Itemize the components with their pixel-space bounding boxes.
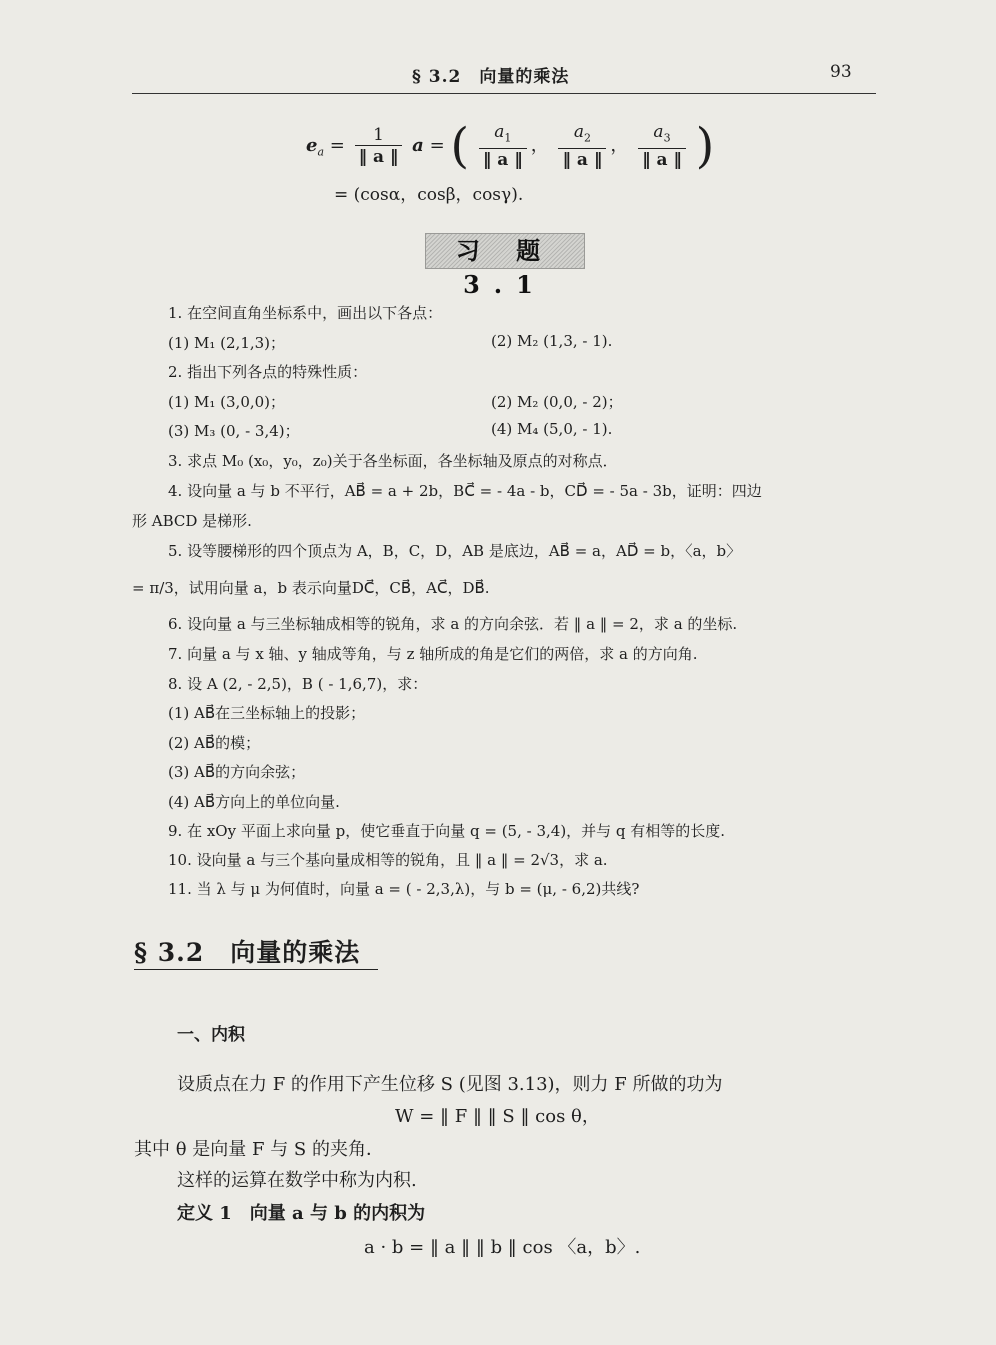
exercise-9: 9. 在 xOy 平面上求向量 p，使它垂直于向量 q = (5, - 3,4)，并与 q 有相等的长度. — [168, 822, 726, 840]
equation-inner-product: a · b = ‖ a ‖ ‖ b ‖ cos 〈a，b〉. — [364, 1237, 641, 1258]
equation-work: W = ‖ F ‖ ‖ S ‖ cos θ， — [395, 1106, 600, 1127]
definition-1: 定义 1 向量 a 与 b 的内积为 — [177, 1203, 426, 1224]
exercise-2-item-2: (2) M₂ (0,0, - 2)； — [491, 393, 623, 411]
exercise-2: 2. 指出下列各点的特殊性质： — [168, 363, 368, 381]
exercise-2-item-4: (4) M₄ (5,0, - 1). — [491, 420, 613, 438]
exercise-11: 11. 当 λ 与 μ 为何值时，向量 a = ( - 2,3,λ)，与 b = (μ, - 6,2)共线? — [168, 880, 640, 898]
paragraph-inner-product: 这样的运算在数学中称为内积. — [177, 1170, 417, 1191]
paragraph-work: 设质点在力 F 的作用下产生位移 S (见图 3.13)，则力 F 所做的功为 — [177, 1074, 723, 1095]
header-rule — [132, 93, 876, 94]
exercise-8-item-3: (3) AB⃗的方向余弦； — [168, 763, 306, 781]
exercise-8-item-1: (1) AB⃗在三坐标轴上的投影； — [168, 704, 366, 722]
exercise-5-continued: = π/3，试用向量 a，b 表示向量DC⃗，CB⃗，AC⃗，DB⃗. — [132, 579, 490, 597]
section-title-underline — [134, 969, 378, 970]
page-number: 93 — [830, 62, 852, 82]
section-title: § 3.2 向量的乘法 — [134, 938, 361, 967]
paragraph-theta: 其中 θ 是向量 F 与 S 的夹角． — [134, 1139, 384, 1160]
exercise-banner-text: 习 题 3.1 — [455, 236, 555, 299]
exercise-6: 6. 设向量 a 与三坐标轴成相等的锐角，求 a 的方向余弦．若 ‖ a ‖ = 2，求 a 的坐标. — [168, 615, 738, 633]
exercise-2-item-1: (1) M₁ (3,0,0)； — [168, 393, 286, 411]
exercise-4: 4. 设向量 a 与 b 不平行，AB⃗ = a + 2b，BC⃗ = - 4a - b，CD⃗ = - 5a - 3b，证明：四边 — [168, 482, 762, 500]
exercise-banner — [425, 233, 585, 299]
exercise-1: 1. 在空间直角坐标系中，画出以下各点： — [168, 304, 443, 322]
exercise-3: 3. 求点 M₀ (x₀，y₀，z₀)关于各坐标面，各坐标轴及原点的对称点． — [168, 452, 618, 470]
exercise-2-item-3: (3) M₃ (0, - 3,4)； — [168, 422, 300, 440]
unit-vector-formula: $e_a$ = $\frac{1}{‖ a ‖}$ a = ( $\frac{a_1}{‖ a ‖}$ ， $\frac{a_2}{‖ a ‖}$ ， $\frac{a_3}{‖ a ‖}$ ) — [306, 118, 715, 174]
exercise-4-continued: 形 ABCD 是梯形. — [132, 512, 252, 530]
exercise-10: 10. 设向量 a 与三个基向量成相等的锐角，且 ‖ a ‖ = 2√3，求 a. — [168, 851, 608, 869]
subsection-title: 一、内积 — [177, 1025, 245, 1045]
exercise-1-item-2: (2) M₂ (1,3, - 1). — [491, 332, 613, 350]
direction-cosine-formula: = (cosα，cosβ，cosγ). — [334, 185, 524, 205]
exercise-8: 8. 设 A (2, - 2,5)，B ( - 1,6,7)，求： — [168, 675, 428, 693]
exercise-8-item-4: (4) AB⃗方向上的单位向量. — [168, 793, 340, 811]
exercise-8-item-2: (2) AB⃗的模； — [168, 734, 261, 752]
exercise-5: 5. 设等腰梯形的四个顶点为 A，B，C，D，AB 是底边，AB⃗ = a，AD⃗ = b，〈a，b〉 — [168, 542, 742, 560]
running-header-title: § 3.2 向量的乘法 — [412, 67, 570, 87]
exercise-7: 7. 向量 a 与 x 轴、y 轴成等角，与 z 轴所成的角是它们的两倍，求 a 的方向角. — [168, 645, 698, 663]
exercise-1-item-1: (1) M₁ (2,1,3)； — [168, 334, 286, 352]
